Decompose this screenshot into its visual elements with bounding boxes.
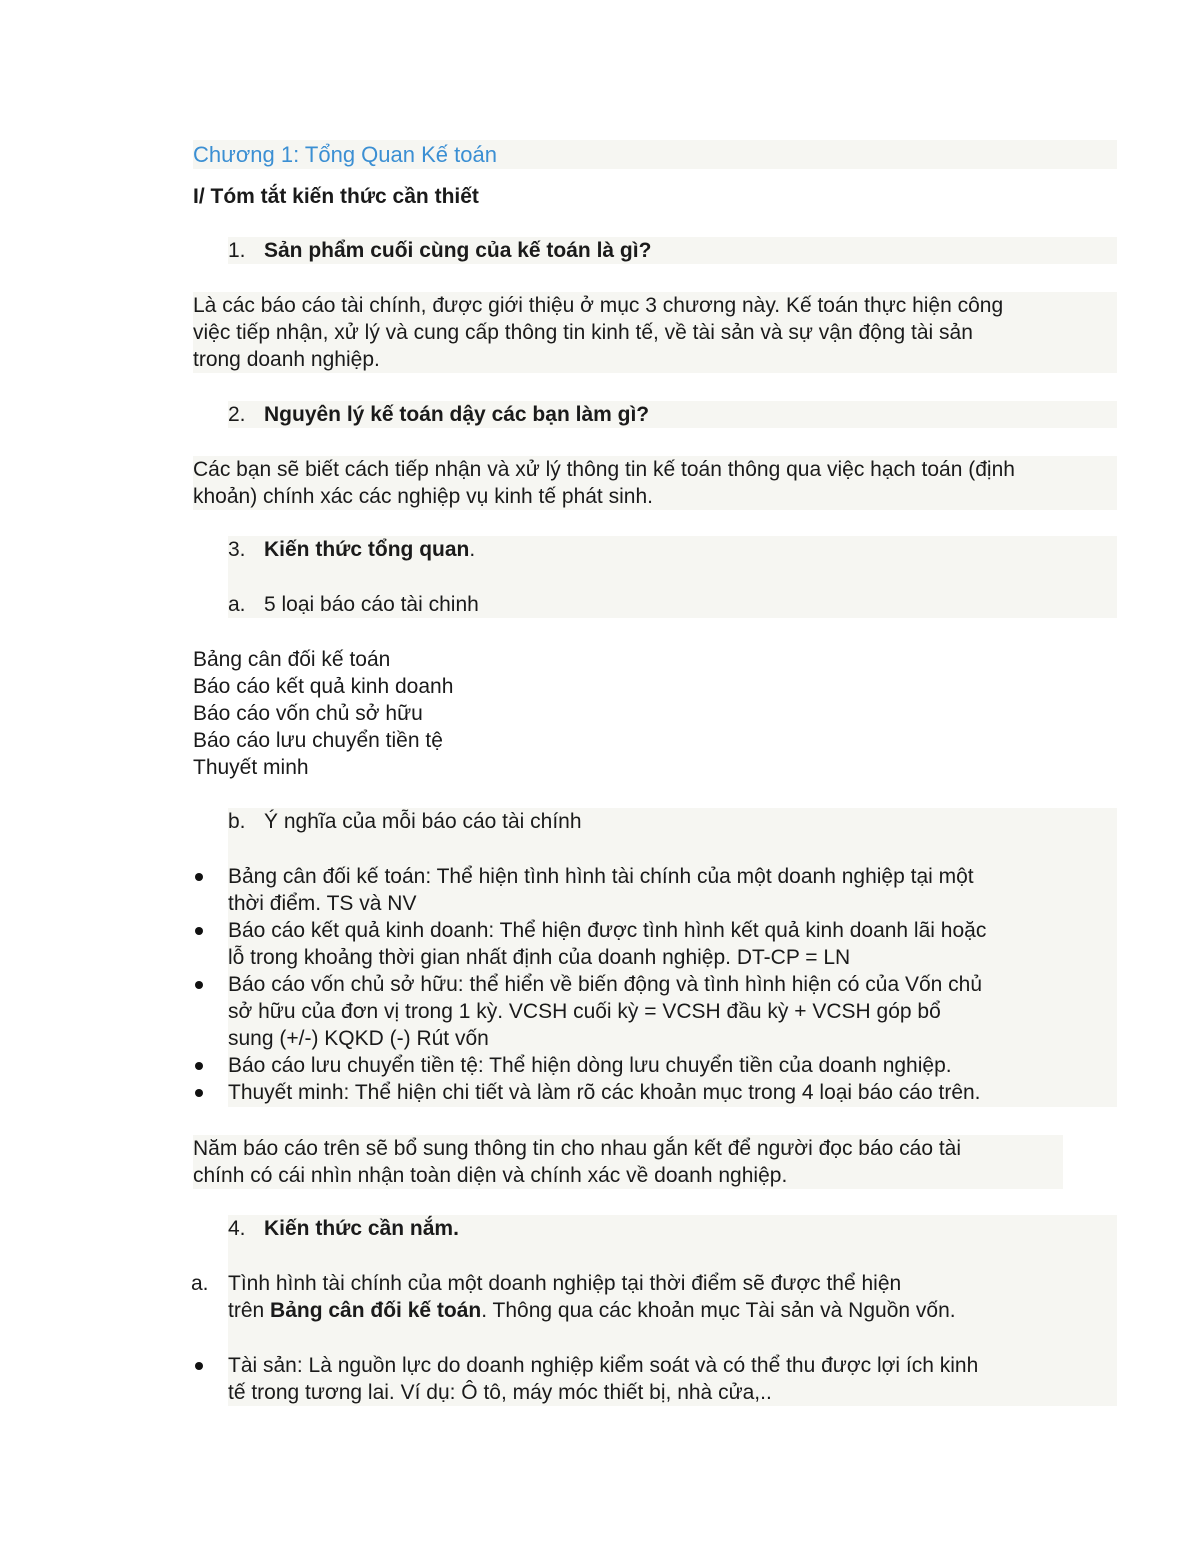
bold-term: Bảng cân đối kế toán	[270, 1299, 482, 1322]
bullet-line: Tài sản: Là nguồn lực do doanh nghiệp kiểm soát và có thể thu được lợi ích kinh	[228, 1354, 979, 1377]
answer-1	[193, 292, 1117, 373]
answer-2	[193, 456, 1117, 510]
report-item: Báo cáo kết quả kinh doanh	[193, 675, 454, 698]
bullet-icon	[195, 981, 203, 989]
report-item: Báo cáo lưu chuyển tiền tệ	[193, 729, 443, 752]
list-letter: a.	[228, 593, 246, 616]
bullet-item	[191, 863, 1117, 917]
answer-line: Là các báo cáo tài chính, được giới thiệu ở mục 3 chương này. Kế toán thực hiện công	[193, 294, 1004, 317]
subitem-text: 5 loại báo cáo tài chinh	[264, 593, 479, 616]
bullet-item	[191, 1079, 1117, 1106]
question-text: Nguyên lý kế toán dậy các bạn làm gì?	[264, 403, 650, 426]
subitem-a	[228, 591, 1117, 618]
subitem-b	[228, 808, 1117, 835]
question-text: Kiến thức tổng quan	[264, 538, 470, 561]
subitem-line: Tình hình tài chính của một doanh nghiệp tại thời điểm sẽ được thể hiện	[228, 1272, 902, 1295]
report-item: Thuyết minh	[193, 756, 309, 779]
bullet-icon	[195, 1362, 203, 1370]
bullet-line: Báo cáo lưu chuyển tiền tệ: Thể hiện dòng lưu chuyển tiền của doanh nghiệp.	[228, 1054, 952, 1077]
bullet-line: Bảng cân đối kế toán: Thể hiện tình hình tài chính của một doanh nghiệp tại một	[228, 865, 974, 888]
subitem-line	[228, 1297, 1117, 1324]
subitem-text: Ý nghĩa của mỗi báo cáo tài chính	[264, 810, 582, 833]
bullet-icon	[195, 1089, 203, 1097]
bullet-icon	[195, 1062, 203, 1070]
bullet-line: tế trong tương lai. Ví dụ: Ô tô, máy móc thiết bị, nhà cửa,..	[228, 1381, 772, 1404]
bullet-item	[191, 1352, 1117, 1406]
bullet-item	[191, 971, 1117, 1052]
list-number: 2.	[228, 403, 246, 426]
answer-line: việc tiếp nhận, xử lý và cung cấp thông tin kinh tế, về tài sản và sự vận động tài sản	[193, 321, 973, 344]
list-number: 4.	[228, 1217, 246, 1240]
question-3	[228, 536, 1117, 618]
question-text: Sản phẩm cuối cùng của kế toán là gì?	[264, 239, 652, 262]
list-number: 3.	[228, 538, 246, 561]
text-run: . Thông qua các khoản mục Tài sản và Nguồn vốn.	[481, 1299, 956, 1322]
bullet-icon	[195, 927, 203, 935]
chapter-title: Chương 1: Tổng Quan Kế toán	[193, 140, 1117, 169]
bullet-item	[191, 1052, 1117, 1079]
report-list	[193, 646, 453, 781]
bullet-item	[191, 917, 1117, 971]
question-4	[191, 1215, 1117, 1406]
report-item: Báo cáo vốn chủ sở hữu	[193, 702, 423, 725]
summary-paragraph	[193, 1135, 1063, 1189]
bullet-line: Báo cáo kết quả kinh doanh: Thể hiện được tình hình kết quả kinh doanh lãi hoặc	[228, 919, 987, 942]
answer-line: trong doanh nghiệp.	[193, 348, 380, 371]
meaning-list	[191, 863, 1117, 1106]
bullet-icon	[195, 873, 203, 881]
bullet-line: sung (+/-) KQKD (-) Rút vốn	[228, 1027, 489, 1050]
question-1	[228, 237, 1117, 264]
summary-line: Năm báo cáo trên sẽ bổ sung thông tin cho nhau gắn kết để người đọc báo cáo tài	[193, 1137, 962, 1160]
bullet-line: Thuyết minh: Thể hiện chi tiết và làm rõ các khoản mục trong 4 loại báo cáo trên.	[228, 1081, 981, 1104]
meaning-section	[228, 808, 1117, 1107]
list-letter: a.	[191, 1272, 209, 1295]
answer-line: Các bạn sẽ biết cách tiếp nhận và xử lý thông tin kế toán thông qua việc hạch toán (định	[193, 458, 1015, 481]
subitem-a	[191, 1270, 1117, 1324]
answer-line: khoản) chính xác các nghiệp vụ kinh tế phát sinh.	[193, 485, 653, 508]
question-text: Kiến thức cần nắm.	[264, 1217, 459, 1240]
text-run: trên	[228, 1299, 271, 1322]
bullet-line: Báo cáo vốn chủ sở hữu: thể hiển về biến động và tình hình hiện có của Vốn chủ	[228, 973, 983, 996]
report-item: Bảng cân đối kế toán	[193, 648, 391, 671]
bullet-line: thời điểm. TS và NV	[228, 892, 417, 915]
section-heading: I/ Tóm tắt kiến thức cần thiết	[193, 185, 479, 208]
bullet-line: lỗ trong khoảng thời gian nhất định của doanh nghiệp. DT-CP = LN	[228, 946, 851, 969]
question-2	[228, 401, 1117, 428]
list-letter: b.	[228, 810, 246, 833]
bullet-line: sở hữu của đơn vị trong 1 kỳ. VCSH cuối kỳ = VCSH đầu kỳ + VCSH góp bổ	[228, 1000, 941, 1023]
summary-line: chính có cái nhìn nhận toàn diện và chính xác về doanh nghiệp.	[193, 1164, 788, 1187]
question-suffix: .	[469, 538, 476, 561]
list-number: 1.	[228, 239, 246, 262]
